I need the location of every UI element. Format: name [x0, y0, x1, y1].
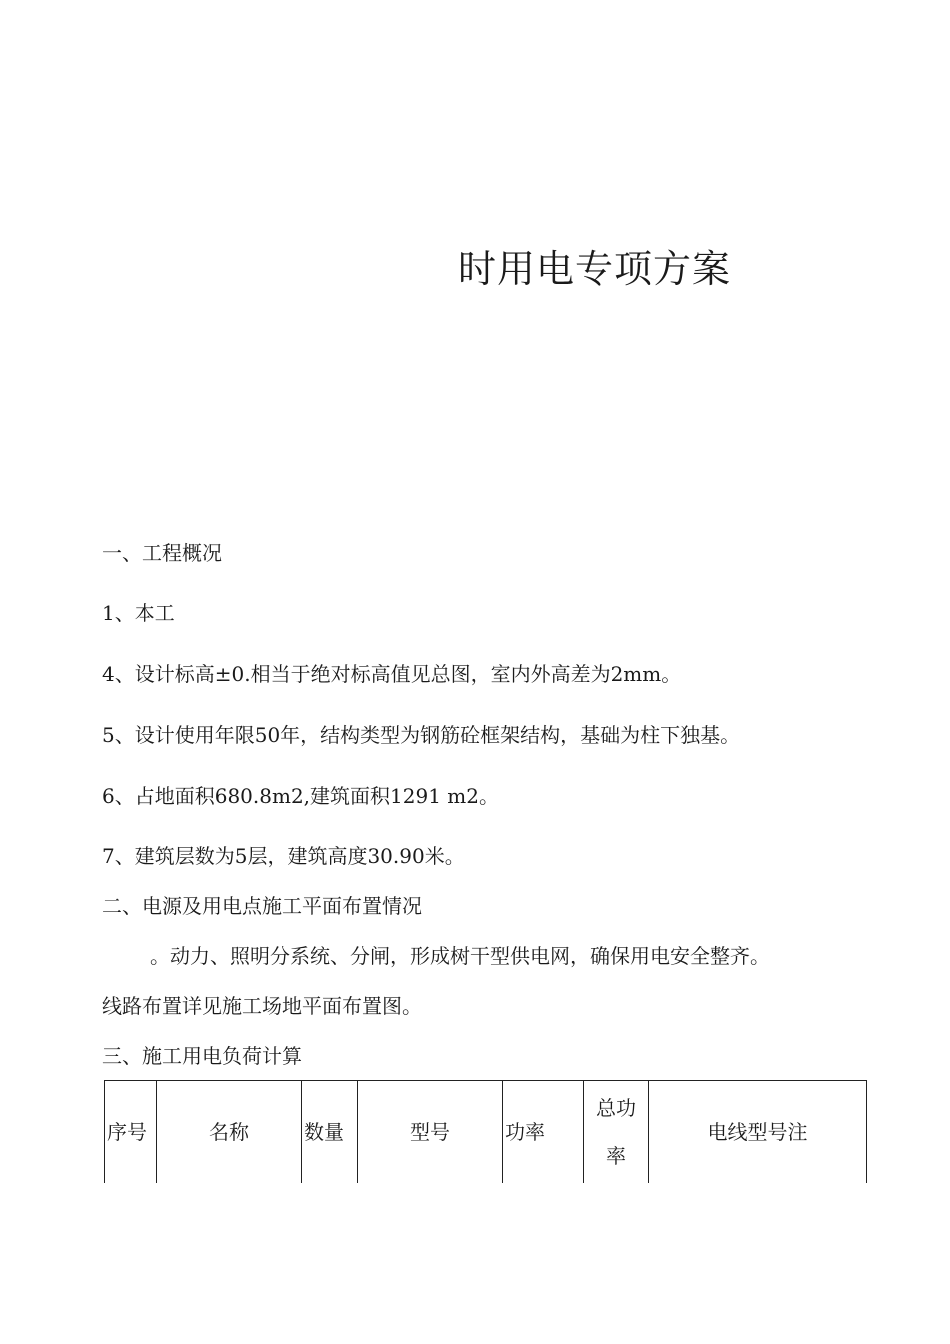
- document-title: 时用电专项方案: [458, 247, 732, 291]
- paragraph-item-4: 4、设计标高±0.相当于绝对标高值见总图，室内外高差为2mm。: [102, 662, 682, 686]
- table-header-cell: 型号: [358, 1081, 503, 1184]
- table-header-row: [105, 1081, 867, 1184]
- table-header-cell: 总功 率: [584, 1081, 649, 1184]
- table-header-cell: 电线型号注: [649, 1081, 867, 1184]
- paragraph-item-1: 1、本工: [102, 601, 175, 625]
- section-heading-load-calc: 三、施工用电负荷计算: [102, 1044, 302, 1068]
- paragraph-power-layout: 。动力、照明分系统、分闸，形成树干型供电网，确保用电安全整齐。: [150, 944, 770, 968]
- paragraph-item-7: 7、建筑层数为5层，建筑高度30.90米。: [102, 844, 465, 868]
- paragraph-item-6: 6、占地面积680.8m2,建筑面积1291 m2。: [102, 784, 499, 808]
- load-table: [104, 1080, 867, 1183]
- section-heading-overview: 一、工程概况: [102, 541, 222, 565]
- table-header-cell: 序号: [105, 1081, 157, 1184]
- section-heading-power-layout: 二、电源及用电点施工平面布置情况: [102, 894, 422, 918]
- table-header-cell: 名称: [157, 1081, 302, 1184]
- paragraph-item-5: 5、设计使用年限50年，结构类型为钢筋砼框架结构，基础为柱下独基。: [102, 723, 741, 747]
- table-header-cell: 数量: [302, 1081, 358, 1184]
- table-header-cell: 功率: [503, 1081, 584, 1184]
- paragraph-layout-reference: 线路布置详见施工场地平面布置图。: [102, 994, 422, 1018]
